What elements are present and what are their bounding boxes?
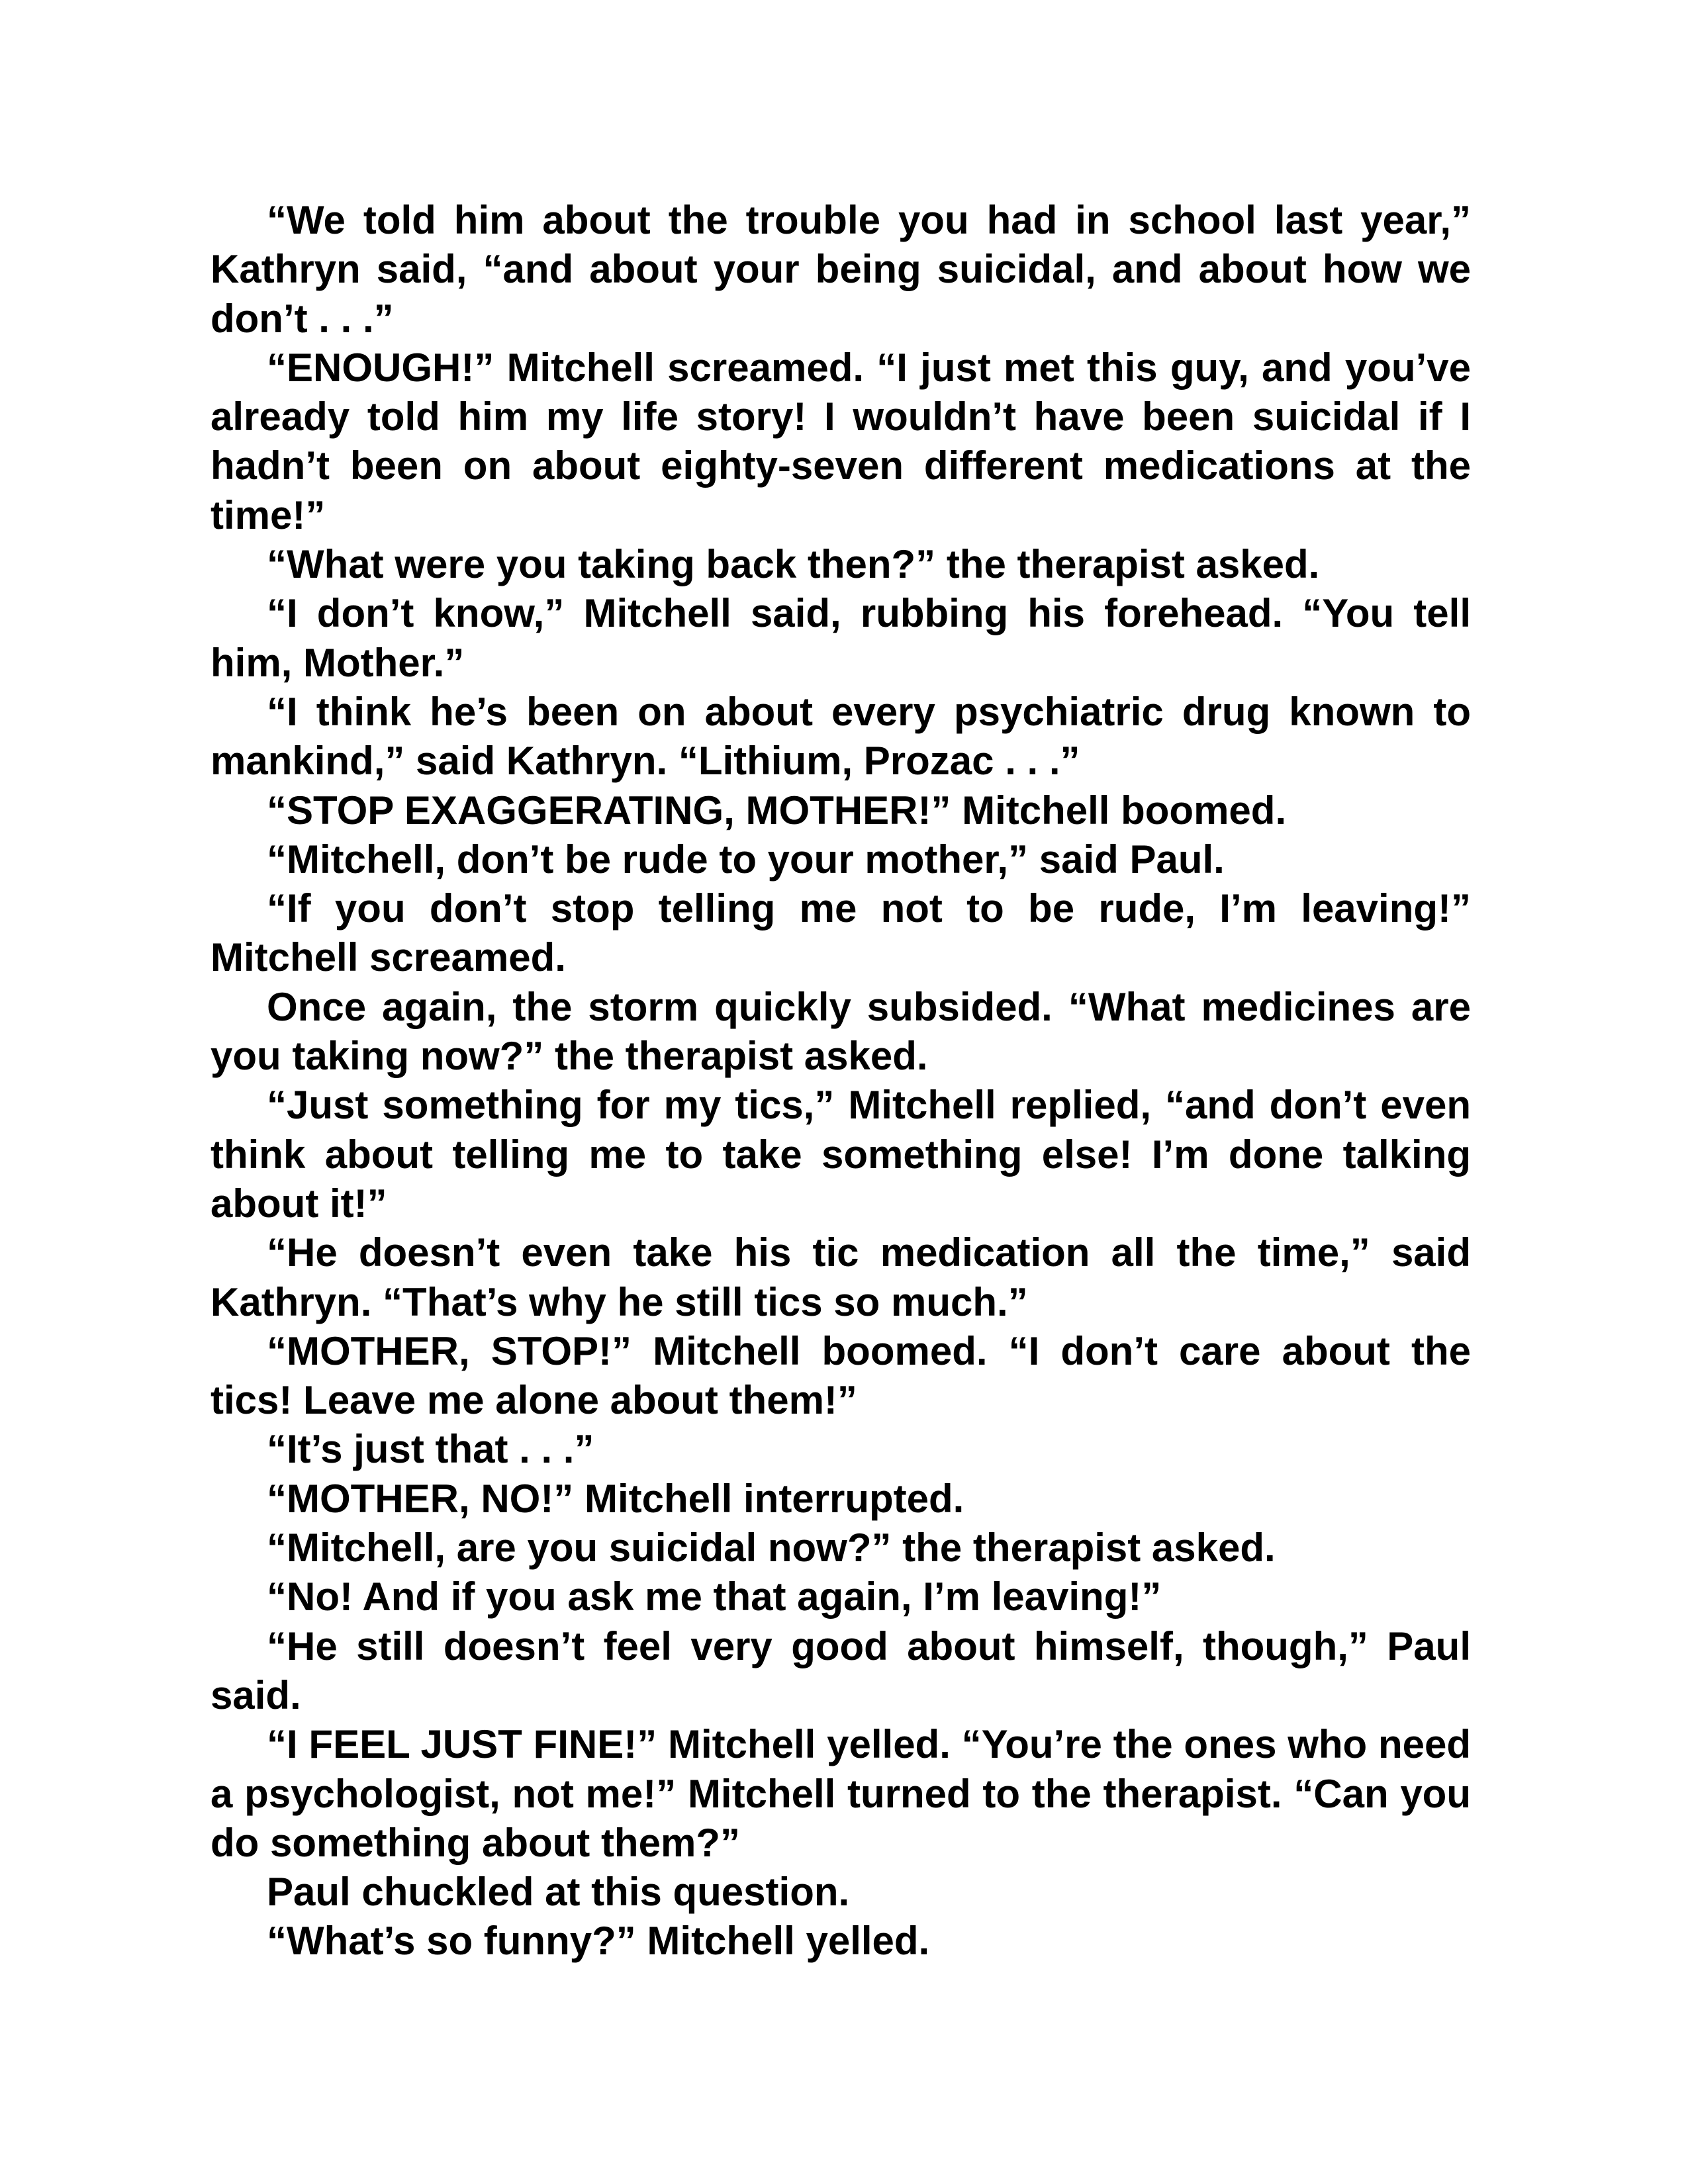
paragraph-19: Paul chuckled at this question.	[267, 1870, 850, 1915]
paragraph-15: “Mitchell, are you suicidal now?” the therapist asked.	[267, 1525, 1276, 1570]
paragraph-6: “STOP EXAGGERATING, MOTHER!” Mitchell boomed.	[267, 788, 1287, 833]
paragraph-13: “It’s just that . . .”	[267, 1427, 594, 1472]
paragraph-17: “He still doesn’t feel very good about himself, though,” Paul said.	[211, 1623, 1471, 1717]
paragraph-12: “MOTHER, STOP!” Mitchell boomed. “I don’t care about the tics! Leave me alone about them!”	[211, 1328, 1471, 1423]
paragraph-18: “I FEEL JUST FINE!” Mitchell yelled. “You’re the ones who need a psychologist, not me!” Mitchell turned to the therapist. “Can you do something about them?”	[211, 1722, 1471, 1865]
paragraph-1: “We told him about the trouble you had in school last year,” Kathryn said, “and about your being suicidal, and about how we don’t . . .”	[211, 198, 1471, 341]
paragraph-14: “MOTHER, NO!” Mitchell interrupted.	[267, 1476, 964, 1521]
paragraph-4: “I don’t know,” Mitchell said, rubbing his forehead. “You tell him, Mother.”	[211, 591, 1471, 685]
paragraph-10: “Just something for my tics,” Mitchell replied, “and don’t even think about telling me to take something else! I’m done talking about it!”	[211, 1083, 1471, 1226]
paragraph-9: Once again, the storm quickly subsided. “What medicines are you taking now?” the therapist asked.	[211, 984, 1471, 1079]
paragraph-11: “He doesn’t even take his tic medication all the time,” said Kathryn. “That’s why he still tics so much.”	[211, 1230, 1471, 1324]
paragraph-7: “Mitchell, don’t be rude to your mother,” said Paul.	[267, 837, 1225, 882]
paragraph-3: “What were you taking back then?” the therapist asked.	[267, 542, 1320, 587]
document-page	[211, 196, 1471, 1966]
paragraph-20: “What’s so funny?” Mitchell yelled.	[267, 1919, 930, 1964]
paragraph-2: “ENOUGH!” Mitchell screamed. “I just met this guy, and you’ve already told him my life story! I wouldn’t have been suicidal if I hadn’t been on about eighty-seven different medications at the time!”	[211, 345, 1471, 537]
paragraph-8: “If you don’t stop telling me not to be rude, I’m leaving!” Mitchell screamed.	[211, 886, 1471, 980]
paragraph-5: “I think he’s been on about every psychiatric drug known to mankind,” said Kathryn. “Lithium, Prozac . . .”	[211, 689, 1471, 784]
paragraph-16: “No! And if you ask me that again, I’m leaving!”	[267, 1574, 1162, 1619]
